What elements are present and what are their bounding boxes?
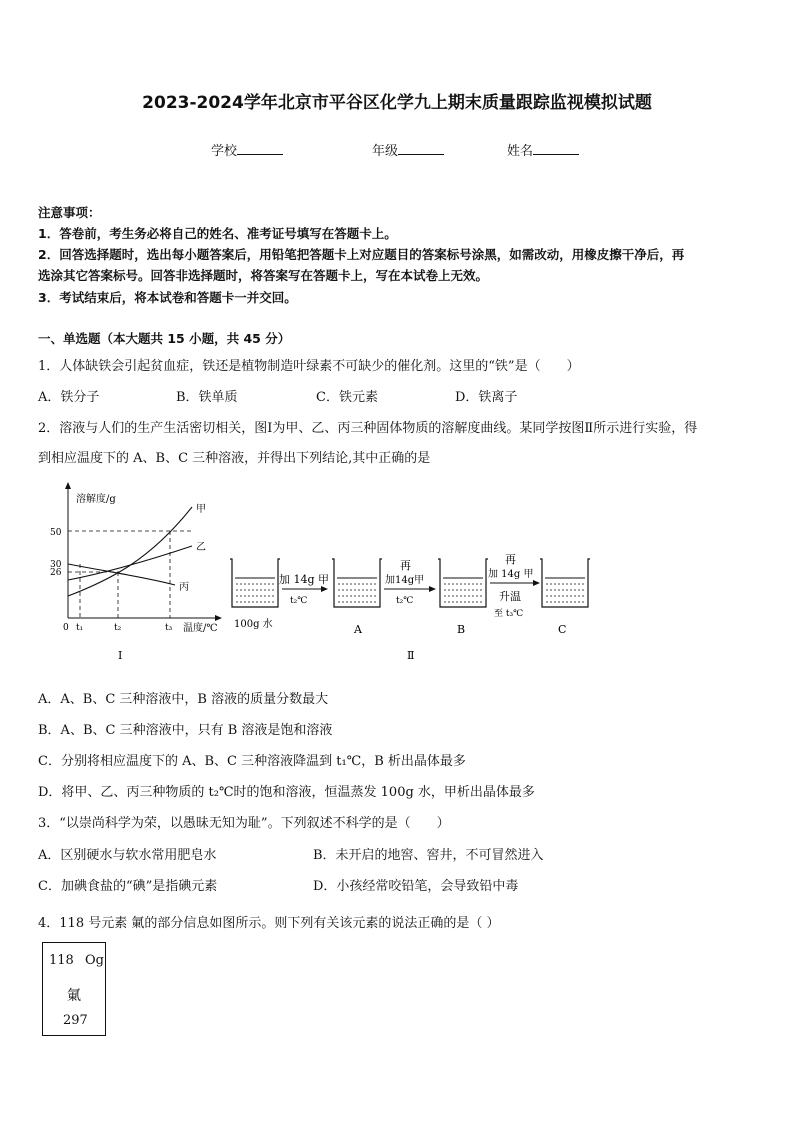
- arrow-2-bottom-label: t₂℃: [396, 596, 414, 606]
- arrow-2-head: [429, 586, 436, 592]
- x-axis-arrow: [215, 615, 222, 621]
- q3-option-a: A．区别硬水与软水常用肥皂水: [38, 848, 217, 863]
- arrow-2-pre-label: 再: [400, 559, 411, 572]
- arrow-3-pre-label: 再: [505, 553, 516, 566]
- q2-stem-line1: 2．溶液与人们的生产生活密切相关，图Ⅰ为甲、乙、丙三种固体物质的溶解度曲线。某同学按图Ⅱ所示进行实验，得: [38, 421, 698, 436]
- xtick-t2: t₂: [114, 623, 122, 633]
- section-heading: 一、单选题（本大题共 15 小题，共 45 分）: [38, 331, 291, 346]
- beaker-c: [540, 559, 590, 607]
- grade-label: 年级: [372, 144, 399, 159]
- arrow-2-top-label: 加14g甲: [385, 575, 425, 586]
- q3-option-b: B．未开启的地窖、窖井，不可冒然进入: [313, 848, 544, 863]
- name-field: [507, 140, 579, 159]
- xtick-0: 0: [63, 623, 69, 633]
- figure1-caption: Ⅰ: [118, 649, 123, 662]
- curve-label-bing: 丙: [179, 582, 189, 593]
- figure2-caption: Ⅱ: [407, 649, 415, 662]
- curve-label-yi: 乙: [196, 542, 206, 553]
- ytick-30: 30: [50, 560, 62, 570]
- q4-stem: 4．118 号元素 氭的部分信息如图所示。则下列有关该元素的说法正确的是（ ）: [38, 916, 500, 931]
- name-label: 姓名: [507, 144, 534, 159]
- notice-item-2-cont: 选涂其它答案标号。回答非选择题时，将答案写在答题卡上，写在本试卷上无效。: [38, 268, 489, 283]
- arrow-3-bottom-label-1: 升温: [499, 590, 521, 603]
- q3-stem: 3．“以崇尚科学为荣，以愚昧无知为耻”。下列叙述不科学的是（ ）: [38, 816, 450, 831]
- beaker-water: [230, 559, 280, 607]
- page-title: 2023-2024学年北京市平谷区化学九上期末质量跟踪监视模拟试题: [142, 93, 652, 113]
- q2-option-b: B．A、B、C 三种溶液中，只有 B 溶液是饱和溶液: [38, 723, 333, 738]
- name-blank: [533, 141, 579, 155]
- ytick-50: 50: [50, 528, 62, 538]
- arrow-3-head: [533, 580, 540, 586]
- y-axis-label: 溶解度/g: [76, 494, 116, 505]
- element-symbol: Og: [85, 953, 104, 968]
- arrow-1-head: [321, 586, 328, 592]
- beaker-a-label: A: [354, 623, 362, 636]
- beaker-b: [438, 559, 488, 607]
- element-name: 氭: [67, 988, 81, 1004]
- q1-stem: 1．人体缺铁会引起贫血症，铁还是植物制造叶绿素不可缺少的催化剂。这里的“铁”是（ ）: [38, 359, 580, 374]
- element-card: [42, 942, 106, 1036]
- curve-label-jia: 甲: [196, 504, 206, 515]
- grade-blank: [398, 141, 444, 155]
- beaker-a: [332, 559, 382, 607]
- school-blank: [237, 141, 283, 155]
- school-field: [211, 140, 283, 159]
- arrow-1-top-label: 加 14g 甲: [279, 573, 330, 586]
- element-atomic-number: 118: [49, 953, 74, 968]
- experiment-flow-figure: [226, 545, 596, 670]
- q2-option-d: D．将甲、乙、丙三种物质的 t₂℃时的饱和溶液，恒温蒸发 100g 水，甲析出晶体最多: [38, 785, 535, 800]
- q3-option-d: D．小孩经常咬铅笔，会导致铅中毒: [313, 879, 519, 894]
- water-label: 100g 水: [234, 619, 273, 630]
- q1-option-b: B．铁单质: [176, 390, 238, 405]
- element-atomic-mass: 297: [63, 1013, 88, 1028]
- q2-option-a: A．A、B、C 三种溶液中，B 溶液的质量分数最大: [38, 692, 329, 707]
- notice-item-3: 3．考试结束后，将本试卷和答题卡一并交回。: [38, 290, 297, 305]
- q1-option-d: D．铁离子: [455, 390, 518, 405]
- xtick-t3: t₃: [165, 623, 173, 633]
- q2-option-c: C．分别将相应温度下的 A、B、C 三种溶液降温到 t₁℃，B 析出晶体最多: [38, 754, 466, 769]
- q2-stem-line2: 到相应温度下的 A、B、C 三种溶液，并得出下列结论,其中正确的是: [38, 451, 431, 466]
- school-label: 学校: [211, 144, 238, 159]
- notice-heading: 注意事项：: [38, 205, 101, 220]
- beaker-b-label: B: [457, 623, 466, 636]
- arrow-3-top-label: 加 14g 甲: [488, 569, 534, 580]
- y-axis-arrow: [65, 482, 71, 489]
- ytick-26: 26: [50, 568, 62, 578]
- arrow-1-bottom-label: t₂℃: [290, 596, 308, 606]
- arrow-3-bottom-label-2: 至 t₃℃: [494, 609, 524, 619]
- q1-option-a: A．铁分子: [38, 390, 100, 405]
- solubility-curve-figure: [40, 478, 230, 668]
- notice-item-2: 2．回答选择题时，选出每小题答案后，用铅笔把答题卡上对应题目的答案标号涂黑，如需改动，用橡皮擦干净后，再: [38, 247, 685, 262]
- q3-option-c: C．加碘食盐的“碘”是指碘元素: [38, 879, 218, 894]
- x-axis-label: 温度/℃: [183, 623, 218, 634]
- xtick-t1: t₁: [76, 623, 84, 633]
- beaker-c-label: C: [558, 623, 567, 636]
- grade-field: [372, 140, 444, 159]
- notice-item-1: 1．答卷前，考生务必将自己的姓名、准考证号填写在答题卡上。: [38, 226, 397, 241]
- q1-option-c: C．铁元素: [316, 390, 378, 405]
